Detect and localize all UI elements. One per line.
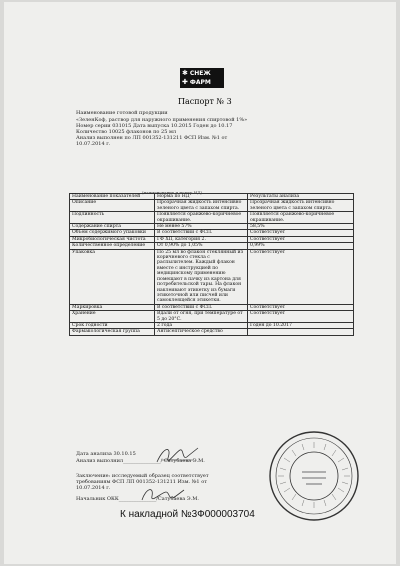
table-cell: По 25 мл во флакон стеклянный из коричневого стекла с распылителем. Каждый флакон вместе с инструкцией по медицинскому применению помещают в пачку из картона для потребительской тары. На флакон наклеивают этикетку из бумаги этикеточной или писчей или самоклеящейся этикетки. [155,249,248,304]
table-cell: Соответствует [248,236,354,242]
table-cell: 2 года [155,322,248,328]
header-cell: Наименование показателей [70,194,155,200]
table-cell: 0,99% [248,243,354,249]
analysis-performed: Анализ выполнил_______________/ Сатубаева Э.М. [76,458,205,464]
analysis-basis-date: 10.07.2014 г. [76,141,111,147]
table-cell: Вдали от огня, при температуре от 5 до 20°С. [155,311,248,323]
table-cell: Фармакологическая группа [70,329,155,335]
company-seal [266,428,362,524]
table-cell: Годен до 10.2017 [248,322,354,328]
product-name: «ЗеленКоф, раствор для наружного применения спиртовой 1%» [76,117,248,123]
table-cell: Описание [70,200,155,212]
table-cell: В соответствии с ФСП. [155,304,248,310]
batch-info: Номер серии 031015 Дата выпуска 10.2015 Годен до 10.17 [76,123,233,129]
invoice-number: К накладной №3Ф000003704 [120,509,255,520]
table-cell: Микробиологическая чистота [70,236,155,242]
logo-line-1: СНЕЖ [189,70,211,77]
table-cell: Упаковка [70,249,155,304]
product-heading: Наименование готовой продукции [76,110,168,116]
head-of-qc: Начальник ОКК_______________/Сатубаева Э.М. [76,496,199,502]
table-row [70,249,354,304]
table-cell: Срок годности [70,322,155,328]
analysis-table [69,193,354,336]
passport-title: Паспорт № 3 [178,97,232,106]
logo-line-2: ФАРМ [189,79,211,86]
table-row [70,329,354,335]
signature-2 [138,484,186,508]
conclusion-line-1: Заключение: исследуемый образец соответствует [76,473,209,479]
table-cell: Антисептическое средство [155,329,248,335]
conclusion-line-3: 10.07.2014 г. [76,485,111,491]
company-logo [180,68,224,88]
table-cell: От 0,90% до 1,05% [155,243,248,249]
table-caption: (наименование и номер НД) [142,190,203,195]
signature-1 [154,442,202,470]
table-row [70,212,354,224]
table-cell: Соответствует [248,304,354,310]
table-cell: Соответствует [248,230,354,236]
table-cell: Появляется оранжево-коричневое окрашивание. [248,212,354,224]
header-cell: Результаты анализа [248,194,354,200]
table-row [70,311,354,323]
table-cell: Содержание спирта [70,224,155,230]
table-cell: Соответствует [248,249,354,304]
table-cell [248,329,354,335]
analysis-date: Дата анализа 30.10.15 [76,451,136,457]
document-page [4,2,396,564]
conclusion-line-2: требованиям ФСП ЛП 001352-131211 Изм. №1 от [76,479,207,485]
table-cell: Подлинность [70,212,155,224]
table-cell: Маркировка [70,304,155,310]
table-cell: 58,5% [248,224,354,230]
table-cell: В соответствии с ФСП. [155,230,248,236]
table-cell: Хранение [70,311,155,323]
table-cell: Появляется оранжево-коричневое окрашивание. [155,212,248,224]
table-cell: Не менее 57% [155,224,248,230]
table-cell: Прозрачная жидкость интенсивно зеленого цвета с запахом спирта. [248,200,354,212]
table-cell: Прозрачная жидкость интенсивно зеленого цвета с запахом спирта. [155,200,248,212]
quantity-info: Количество 10025 флаконов по 25 мл [76,129,177,135]
table-row [70,200,354,212]
table-cell: Соответствует [248,311,354,323]
cross-icon: ✚ [182,78,188,86]
table-cell: Количественное определение [70,243,155,249]
table-cell: Объем содержимого упаковки [70,230,155,236]
header-cell: Норма по НД [155,194,248,200]
snowflake-icon: ✱ [182,69,188,77]
table-cell: ГФ XII, категория 2. [155,236,248,242]
analysis-basis: Анализ выполнен по ЛП 001352-131211 ФСП Изм. №1 от [76,135,228,141]
